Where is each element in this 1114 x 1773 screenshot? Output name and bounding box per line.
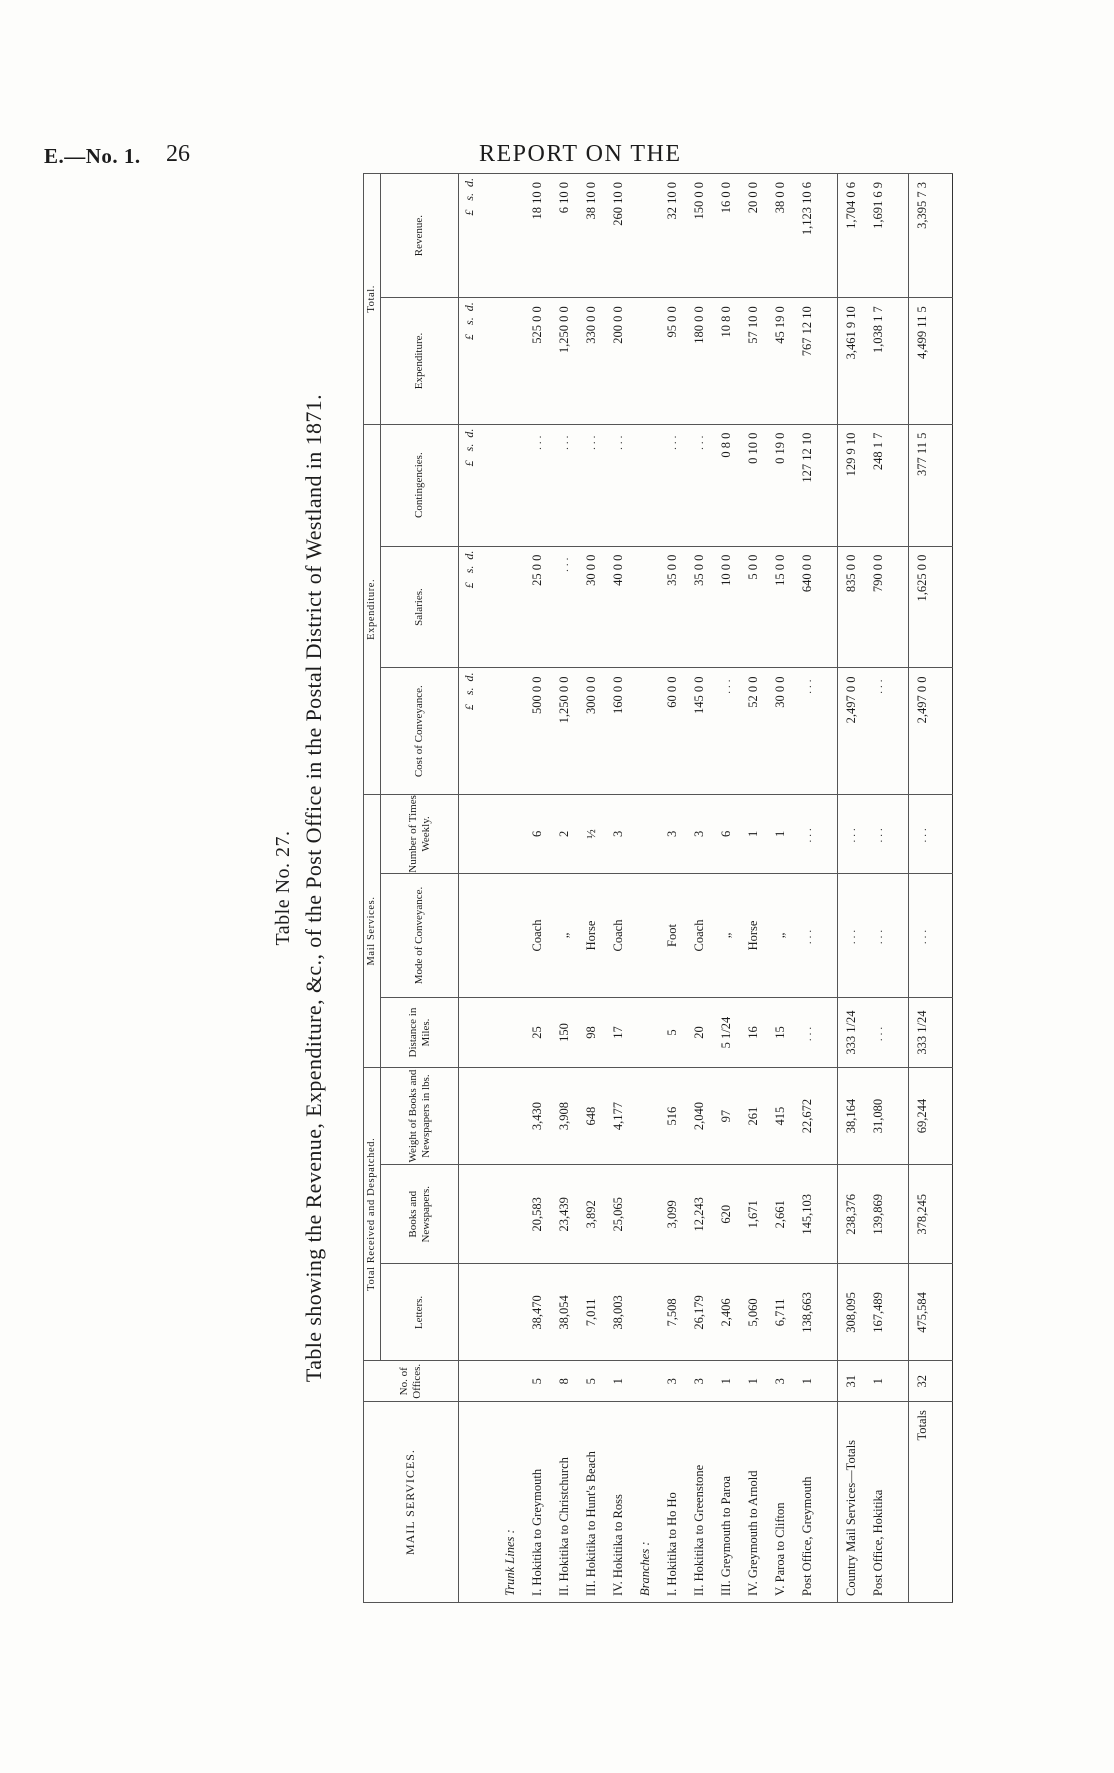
col-header-cost: Cost of Conveyance.: [381, 668, 459, 794]
cell-salaries: 835 0 0: [838, 546, 866, 668]
cell-times: 6: [713, 794, 740, 873]
group-header-expenditure: Expenditure.: [364, 424, 381, 794]
cell-weight: 38,164: [838, 1068, 866, 1165]
cell-times: 1: [740, 794, 767, 873]
cell-letters: 38,054: [551, 1264, 578, 1361]
mail-services-table: [363, 173, 953, 1603]
cell-mode: Horse: [578, 873, 605, 997]
cell-revenue: 38 10 0: [578, 174, 605, 298]
cell-letters: 26,179: [686, 1264, 713, 1361]
cell-mode: Horse: [740, 873, 767, 997]
col-header-services: MAIL SERVICES.: [364, 1402, 459, 1603]
cell-distance: 25: [524, 998, 551, 1068]
cell-revenue: 18 10 0: [524, 174, 551, 298]
section-branches: Branches :: [632, 1402, 659, 1603]
col-header-letters: Letters.: [381, 1264, 459, 1361]
cell-letters: 308,095: [838, 1264, 866, 1361]
cell-weight: 4,177: [605, 1068, 632, 1165]
cell-books: 145,103: [794, 1165, 821, 1264]
cell-books: 3,099: [659, 1165, 686, 1264]
cell-offices: 3: [659, 1361, 686, 1402]
cell-mode: Coach: [686, 873, 713, 997]
cell-letters: 38,003: [605, 1264, 632, 1361]
table-row: [659, 174, 686, 1603]
cell-revenue: 3,395 7 3: [909, 174, 937, 298]
table-row: [605, 174, 632, 1603]
cell-salaries: 640 0 0: [794, 546, 821, 668]
cell-mode: Coach: [524, 873, 551, 997]
cell-mode: ...: [909, 873, 937, 997]
cell-distance: 150: [551, 998, 578, 1068]
cell-revenue: 260 10 0: [605, 174, 632, 298]
cell-mode: ...: [865, 873, 892, 997]
cell-weight: 2,040: [686, 1068, 713, 1165]
cell-cost: ...: [865, 668, 892, 794]
cell-revenue: 1,691 6 9: [865, 174, 892, 298]
cell-distance: ...: [794, 998, 821, 1068]
cell-times: ...: [794, 794, 821, 873]
cell-weight: 516: [659, 1068, 686, 1165]
cell-offices: 1: [605, 1361, 632, 1402]
cell-expenditure: 1,250 0 0: [551, 298, 578, 424]
unit-revenue: £ s. d.: [459, 174, 482, 298]
col-header-books: Books and Newspapers.: [381, 1165, 459, 1264]
cell-contingencies: 377 11 5: [909, 424, 937, 546]
cell-expenditure: 45 19 0: [767, 298, 794, 424]
cell-cost: 500 0 0: [524, 668, 551, 794]
cell-letters: 38,470: [524, 1264, 551, 1361]
cell-weight: 69,244: [909, 1068, 937, 1165]
table-row: [686, 174, 713, 1603]
cell-expenditure: 767 12 10: [794, 298, 821, 424]
cell-letters: 7,508: [659, 1264, 686, 1361]
cell-books: 378,245: [909, 1165, 937, 1264]
cell-distance: 20: [686, 998, 713, 1068]
row-label: Totals: [909, 1402, 937, 1603]
cell-times: 2: [551, 794, 578, 873]
running-title: REPORT ON THE: [479, 141, 682, 167]
row-label: Post Office, Hokitika: [865, 1402, 892, 1603]
cell-salaries: 15 0 0: [767, 546, 794, 668]
col-header-revenue: Revenue.: [381, 174, 459, 298]
table-frame: [363, 173, 930, 1603]
cell-salaries: 10 0 0: [713, 546, 740, 668]
cell-expenditure: 180 0 0: [686, 298, 713, 424]
cell-offices: 8: [551, 1361, 578, 1402]
cell-letters: 475,584: [909, 1264, 937, 1361]
cell-expenditure: 10 8 0: [713, 298, 740, 424]
cell-offices: 3: [767, 1361, 794, 1402]
cell-books: 1,671: [740, 1165, 767, 1264]
cell-books: 2,661: [767, 1165, 794, 1264]
cell-revenue: 20 0 0: [740, 174, 767, 298]
cell-letters: 5,060: [740, 1264, 767, 1361]
cell-expenditure: 330 0 0: [578, 298, 605, 424]
cell-weight: 22,672: [794, 1068, 821, 1165]
cell-contingencies: 129 9 10: [838, 424, 866, 546]
table-caption: Table No. 27.: [272, 830, 294, 946]
cell-books: 620: [713, 1165, 740, 1264]
cell-cost: 160 0 0: [605, 668, 632, 794]
cell-expenditure: 95 0 0: [659, 298, 686, 424]
col-header-distance: Distance in Miles.: [381, 998, 459, 1068]
cell-contingencies: 0 19 0: [767, 424, 794, 546]
cell-weight: 97: [713, 1068, 740, 1165]
cell-revenue: 32 10 0: [659, 174, 686, 298]
cell-salaries: 35 0 0: [686, 546, 713, 668]
cell-weight: 31,080: [865, 1068, 892, 1165]
cell-times: 3: [659, 794, 686, 873]
cell-books: 25,065: [605, 1165, 632, 1264]
cell-weight: 3,908: [551, 1068, 578, 1165]
cell-contingencies: ...: [578, 424, 605, 546]
table-row: [838, 174, 866, 1603]
col-header-times: Number of Times Weekly.: [381, 794, 459, 873]
cell-expenditure: 200 0 0: [605, 298, 632, 424]
cell-salaries: 25 0 0: [524, 546, 551, 668]
col-header-mode: Mode of Conveyance.: [381, 873, 459, 997]
cell-contingencies: 0 10 0: [740, 424, 767, 546]
cell-contingencies: ...: [686, 424, 713, 546]
cell-offices: 32: [909, 1361, 937, 1402]
cell-contingencies: 248 1 7: [865, 424, 892, 546]
cell-contingencies: ...: [659, 424, 686, 546]
cell-distance: 98: [578, 998, 605, 1068]
cell-contingencies: 127 12 10: [794, 424, 821, 546]
cell-revenue: 1,123 10 6: [794, 174, 821, 298]
cell-cost: ...: [713, 668, 740, 794]
table-row: [713, 174, 740, 1603]
cell-salaries: ...: [551, 546, 578, 668]
cell-offices: 1: [865, 1361, 892, 1402]
cell-weight: 3,430: [524, 1068, 551, 1165]
table-row: [551, 174, 578, 1603]
cell-salaries: 40 0 0: [605, 546, 632, 668]
header-document-id: E.—No. 1.: [44, 144, 141, 168]
table-row: [740, 174, 767, 1603]
cell-offices: 5: [524, 1361, 551, 1402]
cell-offices: 5: [578, 1361, 605, 1402]
cell-letters: 167,489: [865, 1264, 892, 1361]
table-row: [767, 174, 794, 1603]
cell-contingencies: 0 8 0: [713, 424, 740, 546]
cell-cost: 300 0 0: [578, 668, 605, 794]
row-label: II. Hokitika to Christchurch: [551, 1402, 578, 1603]
table-row: [865, 174, 892, 1603]
group-header-total-received: Total Received and Despatched.: [364, 1068, 381, 1361]
cell-letters: 6,711: [767, 1264, 794, 1361]
cell-letters: 2,406: [713, 1264, 740, 1361]
rotated-table-region: [268, 173, 930, 1603]
cell-cost: 52 0 0: [740, 668, 767, 794]
group-header-total: Total.: [364, 174, 381, 425]
row-label: III. Greymouth to Paroa: [713, 1402, 740, 1603]
cell-expenditure: 57 10 0: [740, 298, 767, 424]
cell-salaries: 1,625 0 0: [909, 546, 937, 668]
cell-times: ...: [909, 794, 937, 873]
cell-revenue: 6 10 0: [551, 174, 578, 298]
row-label: Country Mail Services—Totals: [838, 1402, 866, 1603]
col-header-expenditure: Expenditure.: [381, 298, 459, 424]
row-label: III. Hokitika to Hunt's Beach: [578, 1402, 605, 1603]
cell-books: 20,583: [524, 1165, 551, 1264]
cell-expenditure: 525 0 0: [524, 298, 551, 424]
cell-revenue: 150 0 0: [686, 174, 713, 298]
cell-offices: 31: [838, 1361, 866, 1402]
col-header-offices: No. of Offices.: [364, 1361, 459, 1402]
cell-salaries: 30 0 0: [578, 546, 605, 668]
cell-letters: 7,011: [578, 1264, 605, 1361]
cell-offices: 1: [713, 1361, 740, 1402]
table-row: [578, 174, 605, 1603]
section-trunk-lines: Trunk Lines :: [497, 1402, 524, 1603]
cell-expenditure: 3,461 9 10: [838, 298, 866, 424]
row-label: I. Hokitika to Greymouth: [524, 1402, 551, 1603]
cell-distance: 15: [767, 998, 794, 1068]
cell-distance: 16: [740, 998, 767, 1068]
unit-contingencies: £ s. d.: [459, 424, 482, 546]
cell-revenue: 38 0 0: [767, 174, 794, 298]
cell-mode: „: [551, 873, 578, 997]
cell-times: ½: [578, 794, 605, 873]
cell-times: ...: [865, 794, 892, 873]
cell-offices: 1: [794, 1361, 821, 1402]
cell-distance: 17: [605, 998, 632, 1068]
cell-books: 12,243: [686, 1165, 713, 1264]
cell-cost: 2,497 0 0: [838, 668, 866, 794]
unit-cost: £ s. d.: [459, 668, 482, 794]
unit-expenditure: £ s. d.: [459, 298, 482, 424]
col-header-salaries: Salaries.: [381, 546, 459, 668]
page-number: 26: [166, 141, 190, 167]
cell-revenue: 1,704 0 6: [838, 174, 866, 298]
cell-cost: 145 0 0: [686, 668, 713, 794]
cell-cost: 2,497 0 0: [909, 668, 937, 794]
table-row: [909, 174, 937, 1603]
cell-cost: ...: [794, 668, 821, 794]
cell-salaries: 35 0 0: [659, 546, 686, 668]
cell-books: 23,439: [551, 1165, 578, 1264]
row-label: IV. Greymouth to Arnold: [740, 1402, 767, 1603]
cell-distance: 333 1/24: [838, 998, 866, 1068]
cell-revenue: 16 0 0: [713, 174, 740, 298]
cell-distance: 333 1/24: [909, 998, 937, 1068]
row-label: V. Paroa to Clifton: [767, 1402, 794, 1603]
group-header-mail-services: Mail Services.: [364, 794, 381, 1067]
cell-cost: 60 0 0: [659, 668, 686, 794]
cell-books: 139,869: [865, 1165, 892, 1264]
col-header-contingencies: Contingencies.: [381, 424, 459, 546]
unit-salaries: £ s. d.: [459, 546, 482, 668]
col-header-weight: Weight of Books and Newspapers in lbs.: [381, 1068, 459, 1165]
row-label: Post Office, Greymouth: [794, 1402, 821, 1603]
cell-mode: ...: [794, 873, 821, 997]
cell-salaries: 5 0 0: [740, 546, 767, 668]
cell-expenditure: 1,038 1 7: [865, 298, 892, 424]
cell-mode: „: [713, 873, 740, 997]
cell-mode: Coach: [605, 873, 632, 997]
cell-offices: 1: [740, 1361, 767, 1402]
cell-letters: 138,663: [794, 1264, 821, 1361]
cell-distance: 5: [659, 998, 686, 1068]
cell-contingencies: ...: [524, 424, 551, 546]
cell-contingencies: ...: [605, 424, 632, 546]
cell-expenditure: 4,499 11 5: [909, 298, 937, 424]
table-row: [794, 174, 821, 1603]
cell-times: 3: [686, 794, 713, 873]
cell-weight: 648: [578, 1068, 605, 1165]
cell-offices: 3: [686, 1361, 713, 1402]
cell-times: ...: [838, 794, 866, 873]
cell-books: 238,376: [838, 1165, 866, 1264]
cell-times: 3: [605, 794, 632, 873]
row-label: I. Hokitika to Ho Ho: [659, 1402, 686, 1603]
cell-contingencies: ...: [551, 424, 578, 546]
cell-distance: 5 1/24: [713, 998, 740, 1068]
cell-mode: Foot: [659, 873, 686, 997]
cell-cost: 1,250 0 0: [551, 668, 578, 794]
cell-times: 1: [767, 794, 794, 873]
cell-salaries: 790 0 0: [865, 546, 892, 668]
row-label: II. Hokitika to Greenstone: [686, 1402, 713, 1603]
cell-mode: ...: [838, 873, 866, 997]
table-body: [459, 174, 953, 1603]
cell-weight: 415: [767, 1068, 794, 1165]
cell-books: 3,892: [578, 1165, 605, 1264]
cell-mode: „: [767, 873, 794, 997]
cell-cost: 30 0 0: [767, 668, 794, 794]
cell-distance: ...: [865, 998, 892, 1068]
cell-weight: 261: [740, 1068, 767, 1165]
table-row: [524, 174, 551, 1603]
row-label: IV. Hokitika to Ross: [605, 1402, 632, 1603]
table-title: Table showing the Revenue, Expenditure, &c., of the Post Office in the Postal District of Westland in 1871.: [301, 393, 326, 1383]
cell-times: 6: [524, 794, 551, 873]
